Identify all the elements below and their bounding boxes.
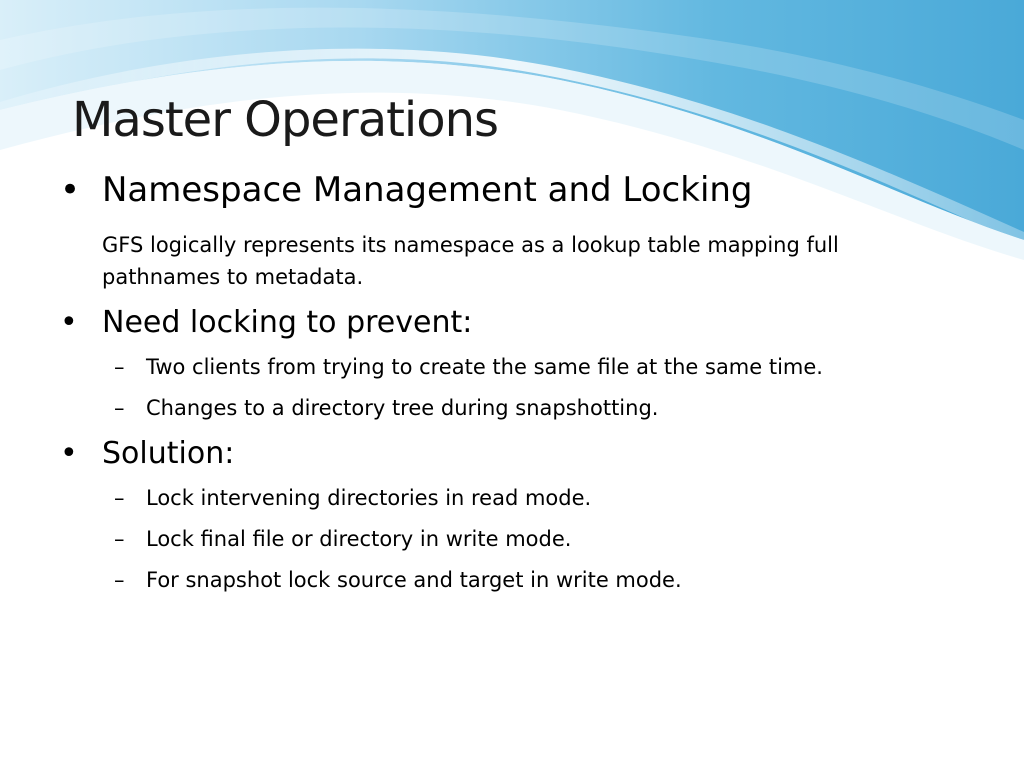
dash-icon: – <box>114 527 125 551</box>
bullet-icon: • <box>60 170 81 210</box>
bullet-text: Solution: <box>102 436 235 471</box>
dash-icon: – <box>114 486 125 510</box>
bullet-solution <box>60 434 920 474</box>
bullet-icon: • <box>60 305 78 340</box>
sub-bullet-item <box>114 523 914 555</box>
bullet-namespace-management <box>60 168 920 212</box>
sub-bullet-item <box>114 564 914 596</box>
dash-icon: – <box>114 396 125 420</box>
sub-bullet-text: Lock intervening directories in read mode. <box>146 486 592 510</box>
bullet-icon: • <box>60 436 78 471</box>
bullet-text: Need locking to prevent: <box>102 305 473 340</box>
bullet-need-locking <box>60 303 920 343</box>
sub-bullet-text: Two clients from trying to create the same file at the same time. <box>146 355 823 379</box>
sub-bullet-text: Lock final file or directory in write mode. <box>146 527 572 551</box>
sub-bullet-item <box>114 351 914 383</box>
bullet-text: Namespace Management and Locking <box>102 170 753 210</box>
dash-icon: – <box>114 568 125 592</box>
sub-bullet-item <box>114 392 914 424</box>
sub-bullet-text: Changes to a directory tree during snapshotting. <box>146 396 659 420</box>
sub-bullet-text: For snapshot lock source and target in write mode. <box>146 568 682 592</box>
slide-title: Master Operations <box>72 92 499 148</box>
namespace-paragraph: GFS logically represents its namespace as a lookup table mapping full pathnames to metadata. <box>102 233 839 289</box>
sub-bullet-item <box>114 482 914 514</box>
dash-icon: – <box>114 355 125 379</box>
